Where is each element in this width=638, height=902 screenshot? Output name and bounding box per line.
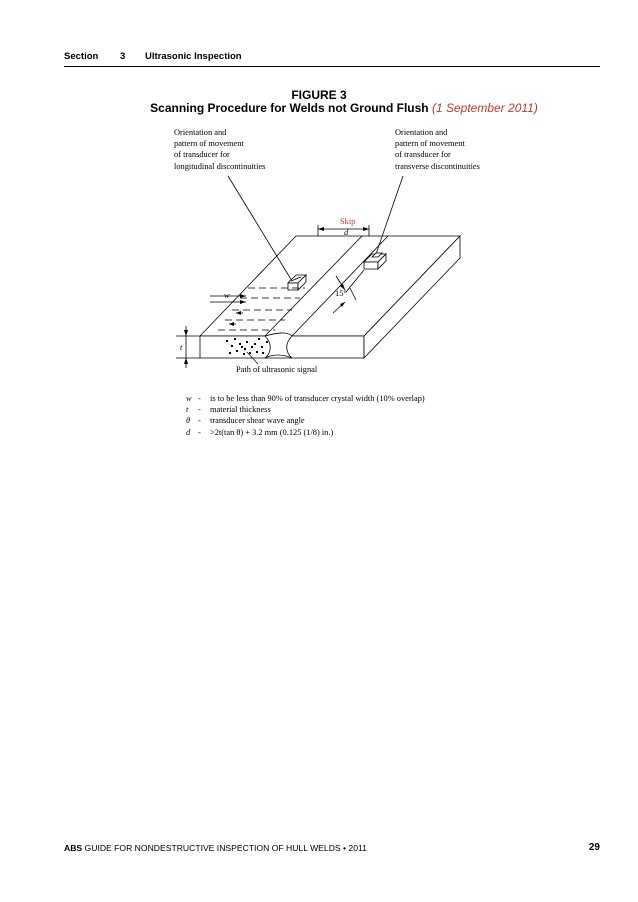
legend-row — [186, 427, 425, 438]
running-footer — [64, 843, 367, 853]
skip-arrow-right — [363, 227, 369, 231]
figure-number: FIGURE 3 — [291, 88, 347, 102]
legend-text: is to be less than 90% of transducer crystal width (10% overlap) — [210, 394, 425, 403]
path-label: Path of ultrasonic signal — [236, 365, 318, 374]
note-line: Orientation and — [174, 128, 227, 137]
legend-row — [186, 393, 425, 404]
legend-text: >2t(tan θ) + 3.2 mm (0.125 (1/8) in.) — [210, 427, 334, 437]
section-title: Ultrasonic Inspection — [145, 51, 242, 62]
page-number: 29 — [588, 842, 600, 853]
legend-dash: - — [198, 416, 201, 426]
figure-date: (1 September 2011) — [431, 101, 538, 115]
section-number: 3 — [120, 51, 126, 62]
t-label: t — [180, 343, 183, 352]
footer-brand: ABS — [64, 843, 83, 853]
w-label: w — [224, 291, 230, 300]
figure-title-text: Scanning Procedure for Welds not Ground Flush — [150, 101, 429, 115]
legend-row — [186, 404, 425, 415]
legend-dash: - — [198, 405, 201, 415]
note-line: pattern of movement — [174, 139, 244, 149]
legend-symbol: θ — [186, 416, 191, 426]
legend-row — [186, 415, 425, 426]
legend-text: transducer shear wave angle — [210, 416, 305, 426]
note-line: transverse discontinuities — [395, 161, 480, 171]
figure-legend — [186, 393, 425, 438]
legend-symbol: w — [186, 394, 192, 403]
legend-symbol: t — [186, 405, 189, 415]
note-line: pattern of movement — [395, 139, 465, 149]
note-line: of transducer for — [395, 150, 451, 160]
note-line: of transducer for — [174, 150, 230, 160]
note-line: longitudinal discontinuities — [174, 161, 266, 171]
leader-left — [228, 176, 292, 281]
t-arrow-top — [184, 330, 188, 336]
legend-dash: - — [198, 394, 201, 403]
legend-dash: - — [198, 427, 201, 437]
section-label: Section — [64, 51, 99, 62]
skip-label: Skip — [340, 217, 356, 226]
legend-text: material thickness — [210, 405, 271, 415]
footer-text: GUIDE FOR NONDESTRUCTIVE INSPECTION OF HULL WELDS • 2011 — [84, 843, 367, 853]
angle-label: 15° — [335, 289, 347, 298]
legend-symbol: d — [186, 427, 191, 437]
d-label: d — [344, 228, 349, 237]
note-line: Orientation and — [395, 128, 448, 137]
t-arrow-bottom — [184, 358, 188, 364]
skip-arrow-left — [318, 227, 324, 231]
